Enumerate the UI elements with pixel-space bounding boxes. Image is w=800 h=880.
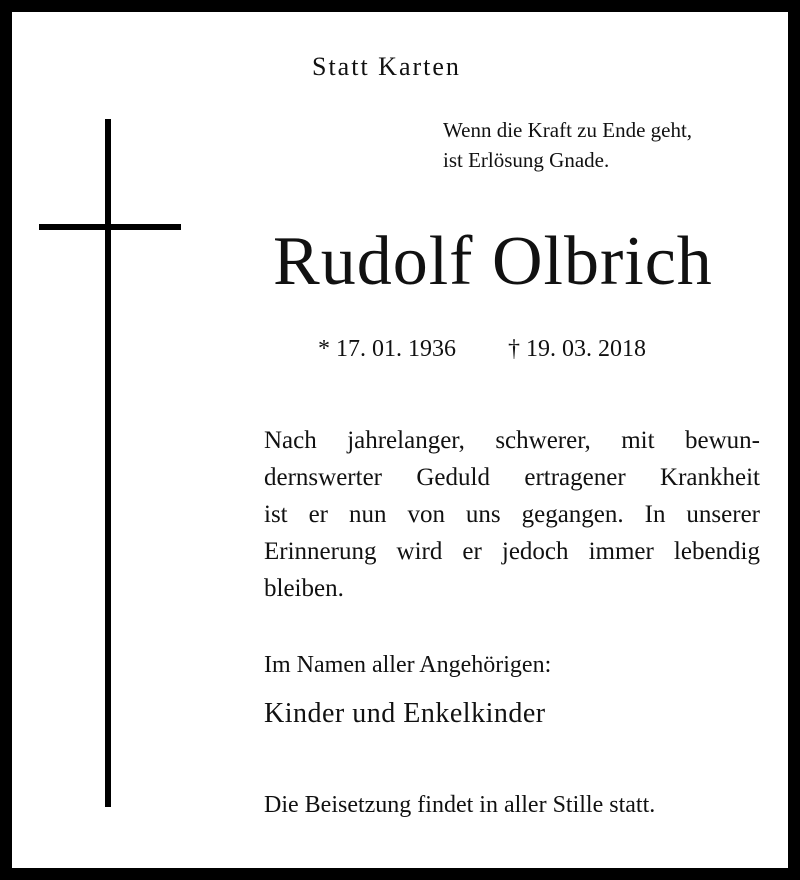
obituary-notice [12, 12, 788, 868]
cross-icon-bar [39, 224, 181, 230]
burial-note: Die Beisetzung findet in aller Stille statt. [264, 792, 656, 818]
header-text: Statt Karten [312, 52, 461, 81]
obituary-text [264, 422, 760, 607]
cross-icon [105, 119, 111, 807]
death-date: † 19. 03. 2018 [508, 336, 646, 362]
life-dates [318, 336, 646, 363]
motto-line: Wenn die Kraft zu Ende geht, [443, 118, 693, 142]
obituary-text-line: bleiben. [264, 575, 344, 602]
obituary-text-line: ist er nun von uns gegangen. In unserer [264, 501, 760, 528]
birth-date: * 17. 01. 1936 [318, 336, 456, 362]
motto [443, 115, 692, 175]
motto-line: ist Erlösung Gnade. [443, 148, 610, 172]
signoff-names: Kinder und Enkelkinder [264, 698, 546, 729]
signoff-label: Im Namen aller Angehörigen: [264, 652, 552, 678]
deceased-name: Rudolf Olbrich [273, 223, 713, 300]
obituary-text-line: Nach jahrelanger, schwerer, mit bewun- [264, 427, 760, 454]
obituary-text-line: Erinnerung wird er jedoch immer lebendig [264, 538, 760, 565]
obituary-text-line: dernswerter Geduld ertragener Krankheit [264, 464, 760, 491]
